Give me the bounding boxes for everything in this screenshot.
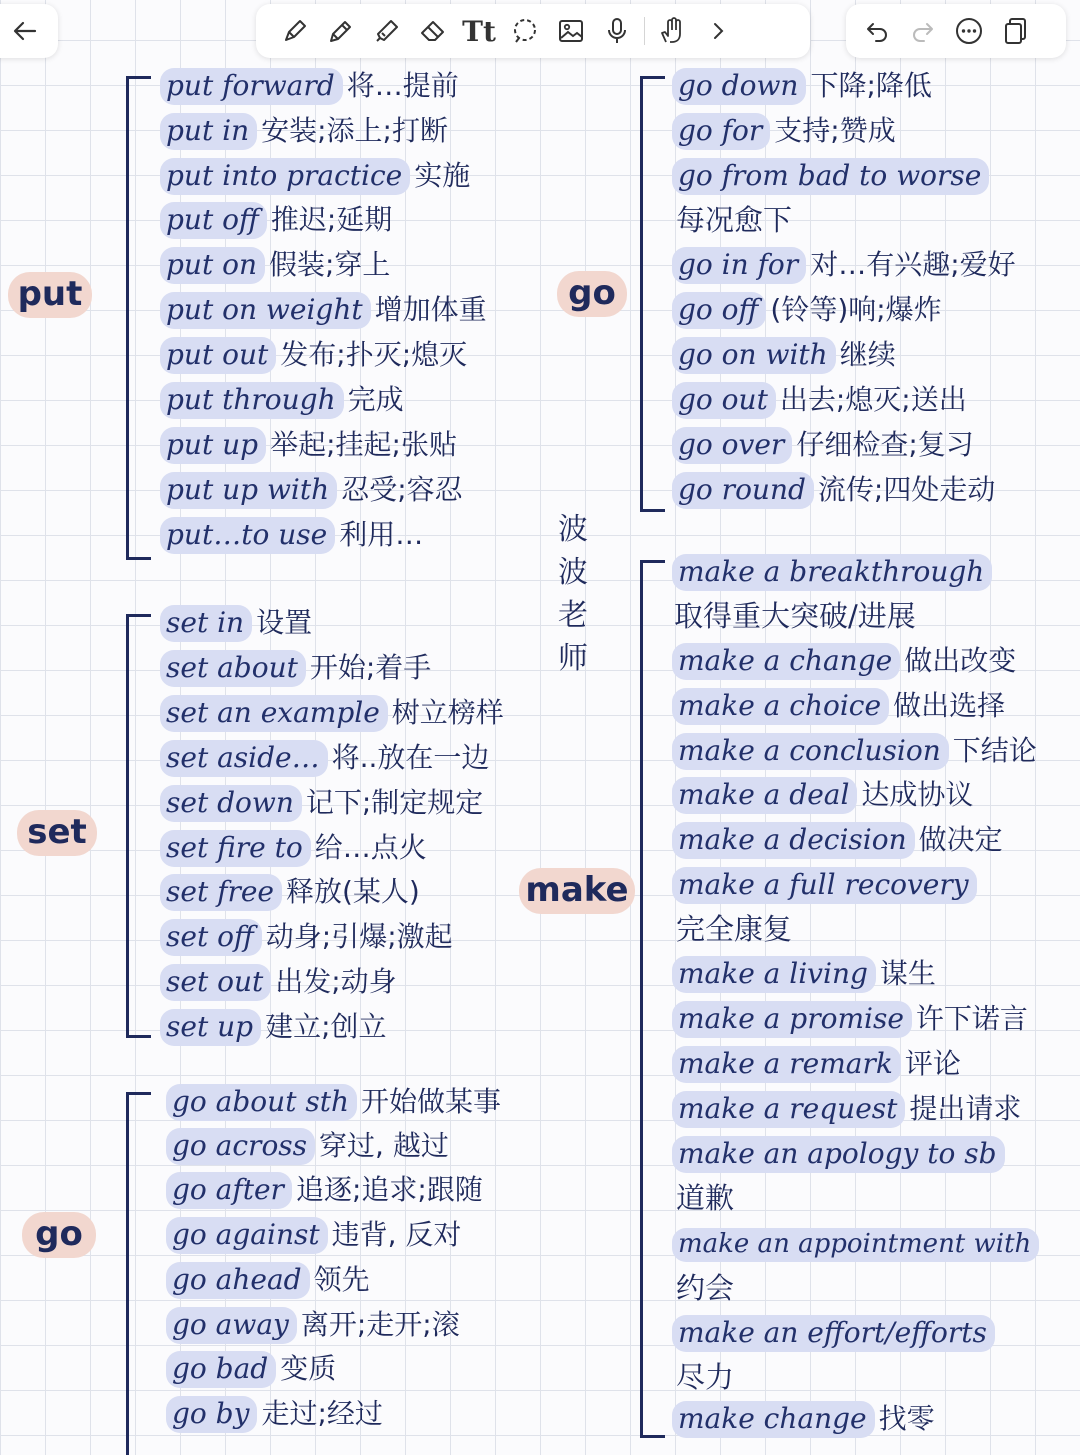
phrase-cn: 给…点火 <box>314 831 427 864</box>
arrow-left-icon[interactable] <box>2 8 48 54</box>
phrase-row <box>160 1007 387 1047</box>
phrase-en: go off <box>672 292 766 329</box>
phrase-en: go on with <box>672 337 836 374</box>
phrase-en: make an appointment with <box>672 1228 1039 1262</box>
phrase-row <box>160 783 483 823</box>
phrase-row <box>672 290 942 330</box>
phrase-en: set an example <box>160 695 388 732</box>
phrase-row <box>672 1399 935 1439</box>
phrase-cn: 实施 <box>414 159 471 192</box>
vertical-char: 波 <box>558 555 588 590</box>
eraser-icon[interactable] <box>410 8 456 54</box>
toolbar <box>0 0 1080 62</box>
phrase-row <box>672 425 974 465</box>
phrase-cn: 发布;扑灭;熄灭 <box>280 338 468 371</box>
phrase-cn: 支持;赞成 <box>774 114 896 147</box>
phrase-cn: 设置 <box>256 606 313 639</box>
text-tool-icon[interactable] <box>456 8 502 54</box>
undo-icon[interactable] <box>854 8 900 54</box>
phrase-cn: 做出选择 <box>893 689 1006 722</box>
phrase-en: make a deal <box>672 777 857 814</box>
phrase-cn-continued: 约会 <box>676 1271 735 1305</box>
phrase-cn: 走过;经过 <box>261 1397 383 1430</box>
phrase-en: put through <box>160 382 344 419</box>
toolbar-divider <box>644 17 645 45</box>
phrase-en: go bad <box>166 1351 276 1388</box>
phrase-en: make a promise <box>672 1001 912 1038</box>
phrase-cn: 出去;熄灭;送出 <box>779 383 967 416</box>
phrase-cn: 开始做某事 <box>361 1085 502 1118</box>
phrase-cn: 离开;走开;滚 <box>300 1308 460 1341</box>
phrase-cn: 评论 <box>904 1047 961 1080</box>
phrase-row <box>160 917 453 957</box>
phrase-cn: 完成 <box>347 383 404 416</box>
phrase-row <box>160 200 392 240</box>
phrase-en: put up <box>160 427 266 464</box>
phrase-en: go down <box>672 68 806 105</box>
phrase-cn: 做出改变 <box>904 644 1017 677</box>
go-right-bracket <box>640 76 665 512</box>
phrase-row <box>672 1089 1021 1129</box>
phrase-cn: 记下;制定规定 <box>305 786 484 819</box>
vertical-author-text <box>557 508 589 680</box>
phrase-row <box>672 731 1037 771</box>
phrase-en: go by <box>166 1396 257 1433</box>
phrase-cn: 变质 <box>280 1352 337 1385</box>
phrase-cn: 谋生 <box>879 957 936 990</box>
phrase-cn: 释放(某人) <box>285 875 420 908</box>
tool-pill <box>256 4 810 58</box>
key-badge-go-right: go <box>557 271 627 317</box>
phrase-row <box>166 1394 383 1434</box>
phrase-en: put out <box>160 337 276 374</box>
phrase-en: put…to use <box>160 517 335 554</box>
phrase-row <box>160 603 312 643</box>
history-pill <box>846 4 1066 58</box>
phrase-cn: 许下诺言 <box>915 1002 1028 1035</box>
phrase-cn: 推迟;延期 <box>270 203 393 236</box>
pen-icon[interactable] <box>272 8 318 54</box>
phrase-en: go in for <box>672 247 806 284</box>
phrase-en: make an effort/efforts <box>672 1315 995 1352</box>
hand-draw-icon[interactable] <box>649 8 695 54</box>
redo-icon[interactable] <box>900 8 946 54</box>
phrase-row <box>672 1044 961 1084</box>
phrase-en: make a living <box>672 956 876 993</box>
vertical-char: 老 <box>558 598 588 633</box>
phrase-cn: 树立榜样 <box>391 696 504 729</box>
marker-icon[interactable] <box>364 8 410 54</box>
phrase-row <box>160 111 448 151</box>
phrase-en: set about <box>160 650 306 687</box>
phrase-cn: 追逐;追求;跟随 <box>295 1173 483 1206</box>
make-bracket <box>640 560 665 1438</box>
phrase-en: make a request <box>672 1091 905 1128</box>
phrase-row <box>160 872 420 912</box>
phrase-cn: 下降;降低 <box>810 69 932 102</box>
phrase-row <box>672 865 977 905</box>
phrase-cn: 提出请求 <box>909 1092 1022 1125</box>
phrase-row <box>160 290 487 330</box>
phrase-row <box>166 1126 449 1166</box>
phrase-cn: 建立;创立 <box>265 1010 387 1043</box>
phrase-en: put forward <box>160 68 343 105</box>
lasso-icon[interactable] <box>502 8 548 54</box>
phrase-row <box>160 693 504 733</box>
phrase-en: put off <box>160 202 267 239</box>
phrase-cn-continued: 道歉 <box>676 1181 735 1215</box>
phrase-cn: 找零 <box>878 1402 935 1435</box>
phrase-row <box>672 954 936 994</box>
phrase-en: make a remark <box>672 1046 901 1083</box>
phrase-row <box>672 111 896 151</box>
key-badge-put: put <box>8 272 92 318</box>
phrase-cn: 将…提前 <box>346 69 459 102</box>
phrase-row <box>160 738 489 778</box>
phrase-en: set up <box>160 1009 261 1046</box>
phrase-row <box>672 380 967 420</box>
phrase-cn: 继续 <box>839 338 896 371</box>
phrase-en: go over <box>672 427 792 464</box>
back-pill <box>0 4 58 58</box>
phrase-en: go from bad to worse <box>672 158 989 195</box>
phrase-cn: 仔细检查;复习 <box>796 428 974 461</box>
phrase-en: make a breakthrough <box>672 554 992 591</box>
phrase-row <box>672 470 995 510</box>
phrase-en: make a change <box>672 643 900 680</box>
phrase-cn: 安装;添上;打断 <box>261 114 448 147</box>
phrase-cn: 做决定 <box>918 823 1003 856</box>
phrase-cn: 对…有兴趣;爱好 <box>810 248 1016 281</box>
phrase-row <box>166 1215 461 1255</box>
phrase-cn: 忍受;容忍 <box>341 473 463 506</box>
phrase-cn: 穿过, 越过 <box>319 1129 449 1162</box>
phrase-en: go ahead <box>166 1262 310 1299</box>
phrase-row <box>160 156 470 196</box>
phrase-row <box>166 1349 336 1389</box>
put-bracket <box>126 76 151 560</box>
phrase-row <box>160 380 404 420</box>
key-badge-go-left: go <box>22 1212 96 1258</box>
phrase-row <box>160 470 463 510</box>
phrase-row <box>160 648 431 688</box>
phrase-row <box>672 775 973 815</box>
phrase-cn: 增加体重 <box>374 293 487 326</box>
phrase-cn: 流传;四处走动 <box>817 473 996 506</box>
phrase-cn: 假装;穿上 <box>269 248 391 281</box>
phrase-en: make a full recovery <box>672 867 977 904</box>
phrase-row <box>160 962 397 1002</box>
phrase-cn: 动身;引爆;激起 <box>265 920 453 953</box>
phrase-cn: 下结论 <box>952 734 1037 767</box>
phrase-row <box>672 1223 1039 1263</box>
phrase-en: set off <box>160 919 262 956</box>
phrase-en: set in <box>160 605 252 642</box>
phrase-cn-continued: 尽力 <box>676 1360 735 1394</box>
phrase-cn-continued: 取得重大突破/进展 <box>674 599 916 633</box>
phrase-row <box>672 66 932 106</box>
text-tool-label: Tt <box>462 14 496 48</box>
vertical-char: 波 <box>558 512 588 547</box>
phrase-en: go after <box>166 1172 292 1209</box>
microphone-icon[interactable] <box>594 8 640 54</box>
phrase-row <box>166 1082 501 1122</box>
phrase-en: put on <box>160 247 265 284</box>
chevron-right-icon[interactable] <box>695 8 741 54</box>
phrase-row <box>160 335 467 375</box>
phrase-en: set out <box>160 964 271 1001</box>
phrase-en: put up with <box>160 472 337 509</box>
phrase-row <box>672 641 1016 681</box>
phrase-cn: 领先 <box>313 1263 370 1296</box>
phrase-en: set aside… <box>160 740 328 777</box>
phrase-row <box>672 156 989 196</box>
phrase-row <box>672 335 896 375</box>
phrase-row <box>160 828 427 868</box>
phrase-row <box>672 1134 1005 1174</box>
phrase-cn: 利用… <box>339 518 424 551</box>
phrase-en: set free <box>160 874 282 911</box>
phrase-cn: 达成协议 <box>861 778 974 811</box>
phrase-cn: 出发;动身 <box>275 965 397 998</box>
phrase-en: go round <box>672 472 814 509</box>
image-icon[interactable] <box>548 8 594 54</box>
phrase-en: make a decision <box>672 822 915 859</box>
phrase-row <box>672 245 1016 285</box>
phrase-cn-continued: 每况愈下 <box>676 203 793 237</box>
go-left-bracket <box>126 1092 151 1455</box>
phrase-en: go out <box>672 382 776 419</box>
pencil-icon[interactable] <box>318 8 364 54</box>
phrase-en: put on weight <box>160 292 371 329</box>
phrase-row <box>160 425 457 465</box>
phrase-en: make a conclusion <box>672 733 949 770</box>
more-icon[interactable] <box>946 8 992 54</box>
phrase-en: set fire to <box>160 830 311 867</box>
phrase-cn: 举起;挂起;张贴 <box>270 428 457 461</box>
phrase-row <box>672 1313 995 1353</box>
vertical-char: 师 <box>558 641 588 676</box>
phrase-row <box>160 66 459 106</box>
phrase-en: go across <box>166 1128 315 1165</box>
phrase-en: go away <box>166 1307 297 1344</box>
pages-icon[interactable] <box>992 8 1038 54</box>
key-badge-set: set <box>17 810 97 856</box>
phrase-en: put in <box>160 113 257 150</box>
phrase-row <box>166 1260 370 1300</box>
phrase-row <box>672 999 1028 1039</box>
phrase-row <box>672 686 1005 726</box>
phrase-en: go against <box>166 1217 328 1254</box>
phrase-en: go about sth <box>166 1084 357 1121</box>
set-bracket <box>126 614 151 1038</box>
phrase-row <box>160 515 423 555</box>
phrase-en: set down <box>160 785 302 822</box>
phrase-cn-continued: 完全康复 <box>676 912 793 946</box>
phrase-en: make change <box>672 1401 875 1438</box>
phrase-cn: 违背, 反对 <box>331 1218 462 1251</box>
phrase-en: make a choice <box>672 688 889 725</box>
phrase-row <box>166 1170 483 1210</box>
phrase-en: make an apology to sb <box>672 1136 1005 1173</box>
key-badge-make: make <box>519 868 635 914</box>
phrase-row <box>160 245 390 285</box>
phrase-en: go for <box>672 113 770 150</box>
phrase-cn: (铃等)响;爆炸 <box>770 293 942 326</box>
phrase-row <box>166 1305 460 1345</box>
phrase-en: put into practice <box>160 158 410 195</box>
phrase-cn: 开始;着手 <box>309 651 432 684</box>
phrase-row <box>672 552 992 592</box>
phrase-cn: 将..放在一边 <box>331 741 490 774</box>
phrase-row <box>672 820 1003 860</box>
